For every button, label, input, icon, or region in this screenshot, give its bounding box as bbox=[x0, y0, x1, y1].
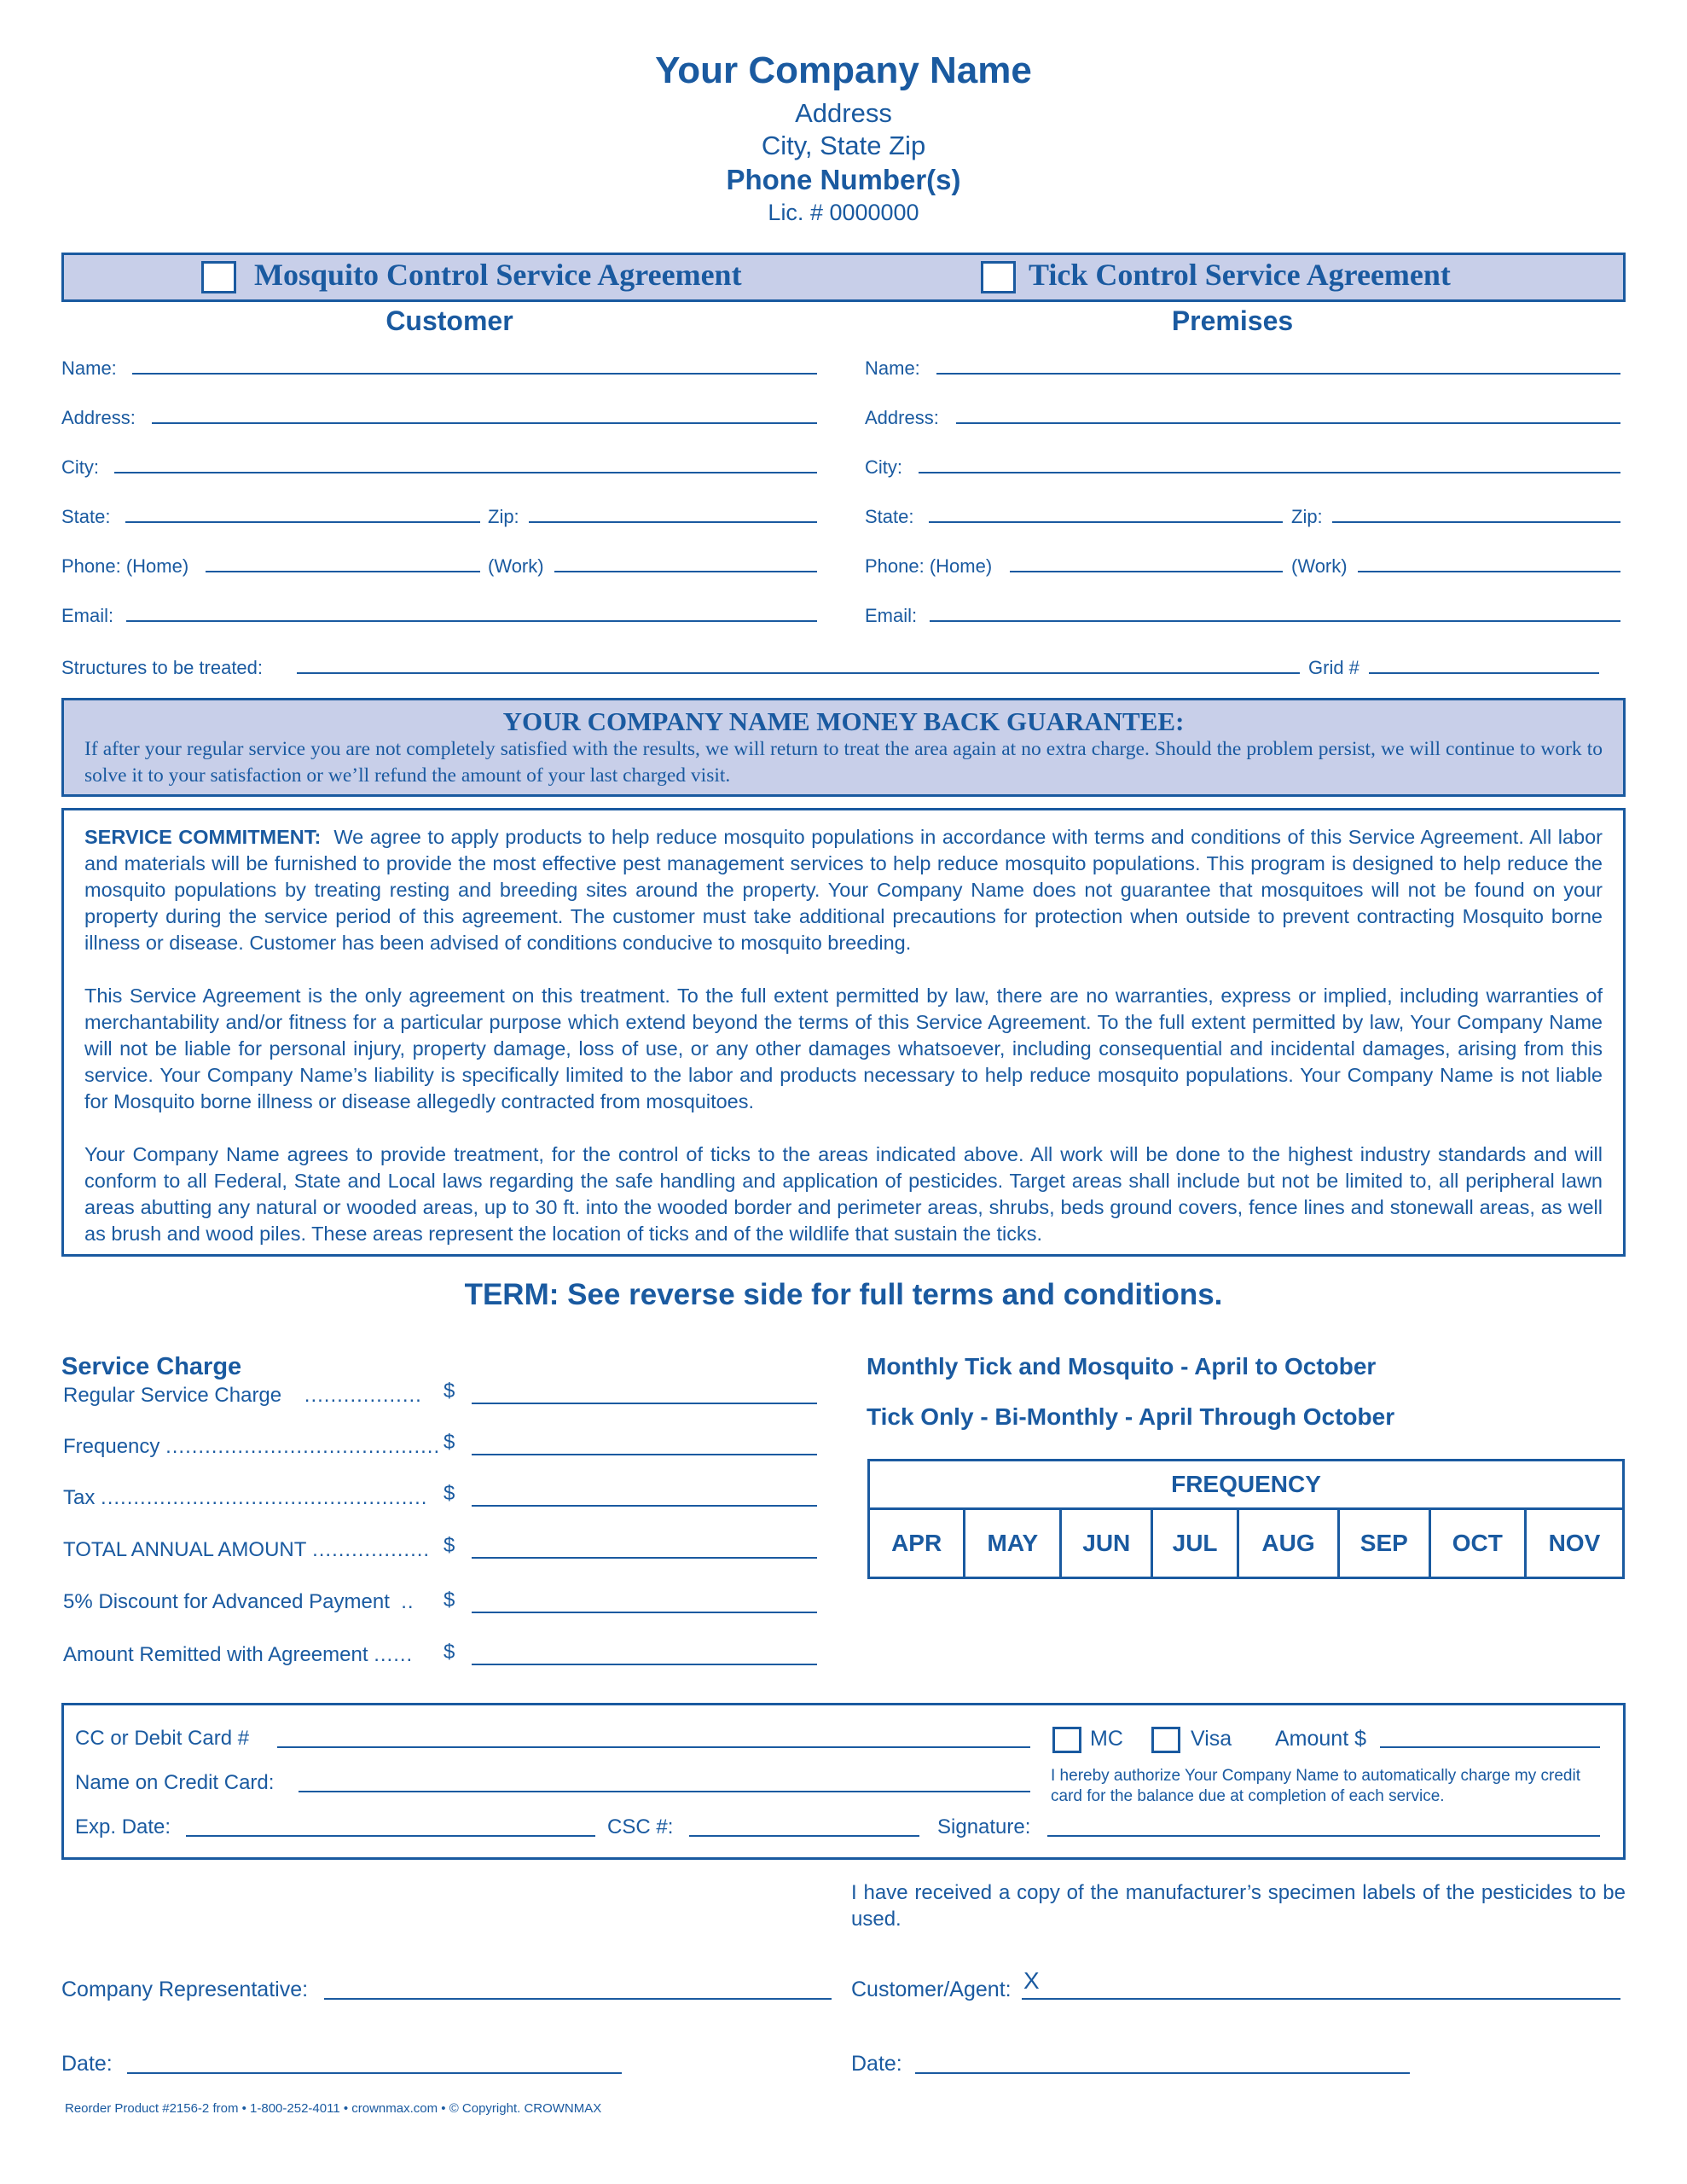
name-on-card-label: Name on Credit Card: bbox=[75, 1771, 275, 1794]
customer-zip-field[interactable] bbox=[529, 521, 817, 523]
premises-zip-label: Zip: bbox=[1291, 506, 1323, 527]
structures-field[interactable] bbox=[297, 672, 1300, 674]
premises-heading: Premises bbox=[1171, 305, 1294, 336]
grid-label: Grid # bbox=[1308, 657, 1359, 678]
amount-remitted-label: Amount Remitted with Agreement bbox=[63, 1643, 368, 1666]
premises-email-label: Email: bbox=[865, 605, 918, 626]
visa-label: Visa bbox=[1191, 1727, 1232, 1751]
guarantee-text: If after your regular service you are not completely satisfied with the results, we will return to treat the area again at no extra charge. Should the problem persist, we will continue to work to solve it to your satisfaction or we’ll refund the amount of your last charged visit. bbox=[84, 738, 1603, 787]
service-commitment-label: SERVICE COMMITMENT: bbox=[84, 826, 322, 848]
company-rep-label: Company Representative: bbox=[61, 1978, 309, 2001]
money-back-guarantee bbox=[61, 698, 1626, 797]
plan-tick-only: Tick Only - Bi-Monthly - April Through October bbox=[867, 1403, 1395, 1430]
leader-dots: .. bbox=[401, 1590, 415, 1613]
customer-agent-signature-field[interactable] bbox=[1022, 1998, 1620, 2000]
premises-phone-work-label: (Work) bbox=[1291, 555, 1348, 577]
service-commitment-box bbox=[61, 808, 1626, 1257]
customer-city-label: City: bbox=[61, 456, 99, 478]
service-commitment-paragraph-1 bbox=[84, 824, 1603, 956]
currency-sign: $ bbox=[443, 1589, 455, 1612]
tax-label: Tax bbox=[63, 1486, 96, 1509]
amount-label: Amount $ bbox=[1275, 1727, 1367, 1751]
exp-date-label: Exp. Date: bbox=[75, 1815, 171, 1838]
customer-phone-home-label: Phone: (Home) bbox=[61, 555, 189, 577]
company-address: Address bbox=[795, 98, 892, 128]
service-commitment-paragraph-2: This Service Agreement is the only agreement on this treatment. To the full extent permitted by law, there are no warranties, express or implied, including warranties of merchantability and/or fitness for a particular purpose which extend beyond the terms of this Service Agreement. To the full extent permitted by law, Your Company Name will not be liable for personal injury, property damage, loss of use, or any other damages whatsoever, including consequential and incidental damages, arising from this service. Your Company Name’s liability is specifically limited to the labor and products necessary to help reduce mosquito populations. Your Company Name is not liable for Mosquito borne illness or disease allegedly contracted from mosquitoes. bbox=[84, 985, 1603, 1112]
plan-monthly: Monthly Tick and Mosquito - April to October bbox=[867, 1353, 1377, 1380]
date-right-field[interactable] bbox=[915, 2072, 1410, 2074]
premises-city-label: City: bbox=[865, 456, 902, 478]
customer-name-label: Name: bbox=[61, 357, 117, 379]
date-left-field[interactable] bbox=[127, 2072, 622, 2074]
currency-sign: $ bbox=[443, 1534, 455, 1557]
service-commitment-p1-text: We agree to apply products to help reduce mosquito populations in accordance with terms and conditions of this Service Agreement. All labor and materials will be furnished to provide the most effective pest management services to help reduce mosquito populations. This program is designed to help reduce the mosquito populations by treating resting and breeding sites around the property. Your Company Name does not guarantee that mosquitoes will not be found on your property during the service period of this agreement. The customer must take additional precautions for protection when outside to prevent contracting Mosquito borne illness or disease. Customer has been advised of conditions conducive to mosquito breeding. bbox=[84, 826, 1603, 954]
currency-sign: $ bbox=[443, 1380, 455, 1403]
month-jul[interactable]: JUL bbox=[1152, 1509, 1238, 1578]
customer-state-field[interactable] bbox=[125, 521, 480, 523]
currency-sign: $ bbox=[443, 1482, 455, 1505]
premises-name-label: Name: bbox=[865, 357, 920, 379]
currency-sign: $ bbox=[443, 1641, 455, 1664]
term-notice: TERM: See reverse side for full terms and conditions. bbox=[464, 1278, 1223, 1311]
month-nov[interactable]: NOV bbox=[1525, 1509, 1623, 1578]
advance-discount-field[interactable] bbox=[472, 1612, 817, 1613]
labels-received-statement: I have received a copy of the manufacturer’s specimen labels of the pesticides to be used. bbox=[851, 1881, 1626, 1931]
customer-heading: Customer bbox=[386, 305, 513, 336]
currency-sign: $ bbox=[443, 1431, 455, 1454]
advance-discount-label: 5% Discount for Advanced Payment bbox=[63, 1590, 390, 1613]
customer-state-label: State: bbox=[61, 506, 111, 527]
company-license: Lic. # 0000000 bbox=[768, 200, 919, 225]
service-charge-heading: Service Charge bbox=[61, 1353, 242, 1380]
company-phone: Phone Number(s) bbox=[726, 164, 961, 195]
premises-name-field[interactable] bbox=[936, 373, 1620, 375]
leader-dots: .......................................... bbox=[165, 1435, 441, 1458]
total-annual-amount-field[interactable] bbox=[472, 1557, 817, 1559]
amount-remitted-row bbox=[63, 1643, 413, 1667]
leader-dots: .................. bbox=[312, 1538, 431, 1561]
company-rep-signature-field[interactable] bbox=[324, 1998, 832, 2000]
card-number-label: CC or Debit Card # bbox=[75, 1727, 250, 1750]
structures-label: Structures to be treated: bbox=[61, 657, 264, 678]
month-may[interactable]: MAY bbox=[965, 1509, 1061, 1578]
month-apr[interactable]: APR bbox=[869, 1509, 965, 1578]
customer-email-label: Email: bbox=[61, 605, 114, 626]
customer-phone-home-field[interactable] bbox=[206, 571, 480, 572]
guarantee-title: YOUR COMPANY NAME MONEY BACK GUARANTEE: bbox=[502, 706, 1185, 736]
frequency-heading: FREQUENCY bbox=[869, 1461, 1624, 1509]
tick-agreement-checkbox[interactable] bbox=[981, 261, 1016, 293]
amount-field[interactable] bbox=[1380, 1746, 1600, 1748]
mosquito-agreement-label: Mosquito Control Service Agreement bbox=[254, 258, 742, 292]
company-name: Your Company Name bbox=[655, 49, 1032, 91]
advance-discount-row bbox=[63, 1590, 415, 1614]
payment-signature-field[interactable] bbox=[1047, 1835, 1600, 1837]
month-aug[interactable]: AUG bbox=[1238, 1509, 1339, 1578]
csc-label: CSC #: bbox=[607, 1815, 674, 1838]
customer-city-field[interactable] bbox=[114, 472, 817, 473]
month-oct[interactable]: OCT bbox=[1429, 1509, 1525, 1578]
payment-signature-label: Signature: bbox=[937, 1815, 1031, 1838]
premises-phone-work-field[interactable] bbox=[1358, 571, 1620, 572]
frequency-charge-field[interactable] bbox=[472, 1454, 817, 1455]
regular-service-charge-field[interactable] bbox=[472, 1403, 817, 1404]
grid-field[interactable] bbox=[1369, 672, 1599, 674]
amount-remitted-field[interactable] bbox=[472, 1664, 817, 1665]
csc-field[interactable] bbox=[689, 1835, 919, 1837]
customer-address-label: Address: bbox=[61, 407, 136, 428]
regular-service-charge-row bbox=[63, 1384, 422, 1408]
customer-phone-work-label: (Work) bbox=[488, 555, 544, 577]
premises-address-label: Address: bbox=[865, 407, 939, 428]
tax-field[interactable] bbox=[472, 1505, 817, 1507]
total-annual-amount-row bbox=[63, 1538, 430, 1562]
frequency-charge-label: Frequency bbox=[63, 1435, 160, 1458]
mosquito-agreement-checkbox[interactable] bbox=[201, 261, 236, 293]
date-right-label: Date: bbox=[851, 2052, 902, 2076]
regular-service-charge-label: Regular Service Charge bbox=[63, 1384, 282, 1407]
premises-email-field[interactable] bbox=[930, 620, 1620, 622]
month-sep[interactable]: SEP bbox=[1338, 1509, 1429, 1578]
frequency-table bbox=[867, 1459, 1625, 1579]
leader-dots: .................................................. bbox=[101, 1486, 428, 1509]
customer-email-field[interactable] bbox=[126, 620, 817, 622]
reorder-footer: Reorder Product #2156-2 from • 1-800-252-4011 • crownmax.com • © Copyright. CROWNMAX bbox=[65, 2101, 602, 2116]
exp-date-field[interactable] bbox=[186, 1835, 595, 1837]
premises-zip-field[interactable] bbox=[1332, 521, 1620, 523]
leader-dots: .................. bbox=[304, 1384, 422, 1407]
mc-checkbox[interactable] bbox=[1052, 1727, 1081, 1753]
tax-row bbox=[63, 1486, 427, 1510]
visa-checkbox[interactable] bbox=[1151, 1727, 1180, 1753]
date-left-label: Date: bbox=[61, 2052, 113, 2076]
mc-label: MC bbox=[1090, 1727, 1123, 1751]
customer-name-field[interactable] bbox=[132, 373, 817, 375]
customer-phone-work-field[interactable] bbox=[554, 571, 817, 572]
company-city-state-zip: City, State Zip bbox=[761, 131, 926, 160]
premises-phone-home-label: Phone: (Home) bbox=[865, 555, 993, 577]
authorization-text: I hereby authorize Your Company Name to automatically charge my credit card for the balance due at completion of each service. bbox=[1051, 1767, 1580, 1805]
customer-agent-label: Customer/Agent: bbox=[851, 1978, 1012, 2001]
card-number-field[interactable] bbox=[277, 1746, 1030, 1748]
leader-dots: ...... bbox=[374, 1643, 414, 1666]
total-annual-amount-label: TOTAL ANNUAL AMOUNT bbox=[63, 1538, 307, 1561]
name-on-card-field[interactable] bbox=[299, 1791, 1030, 1792]
customer-address-field[interactable] bbox=[152, 422, 817, 424]
tick-agreement-label: Tick Control Service Agreement bbox=[1029, 258, 1451, 292]
service-commitment-paragraph-3: Your Company Name agrees to provide treatment, for the control of ticks to the areas indicated above. All work will be done to the highest industry standards and will conform to all Federal, State and Local laws regarding the safe handling and application of pesticides. Target areas shall include but not be limited to, all peripheral lawn areas abutting any natural or wooded areas, up to 30 ft. into the wooded border and perimeter areas, shrubs, beds ground covers, fence lines and stonewall areas, as well as brush and wood piles. These areas represent the location of ticks and of the wildlife that sustain the ticks. bbox=[84, 1143, 1603, 1245]
premises-address-field[interactable] bbox=[956, 422, 1620, 424]
premises-state-field[interactable] bbox=[929, 521, 1283, 523]
premises-state-label: State: bbox=[865, 506, 914, 527]
month-jun[interactable]: JUN bbox=[1061, 1509, 1152, 1578]
premises-phone-home-field[interactable] bbox=[1010, 571, 1283, 572]
customer-zip-label: Zip: bbox=[488, 506, 519, 527]
frequency-charge-row bbox=[63, 1435, 440, 1459]
signature-x-mark: X bbox=[1023, 1967, 1040, 1994]
premises-city-field[interactable] bbox=[919, 472, 1620, 473]
